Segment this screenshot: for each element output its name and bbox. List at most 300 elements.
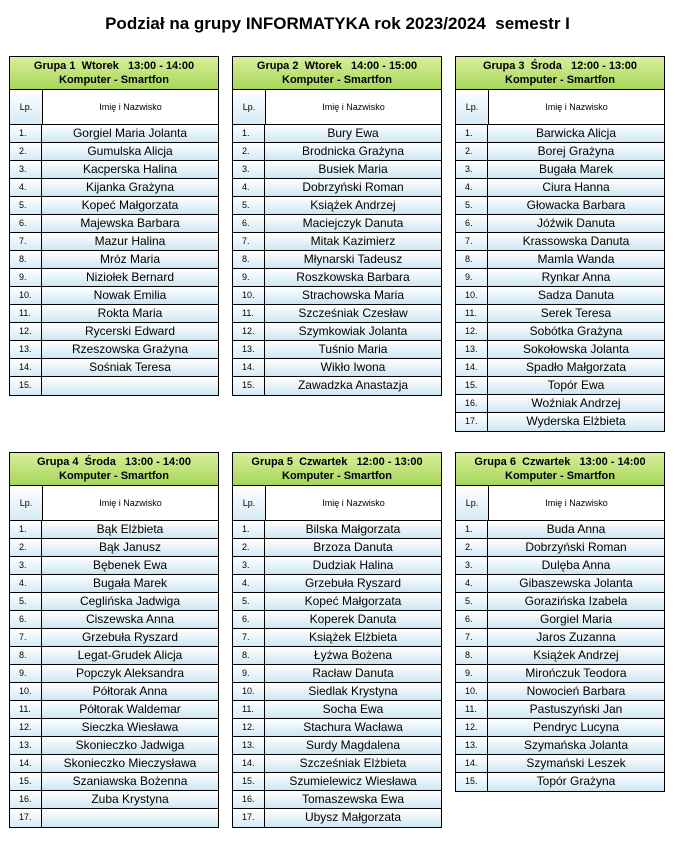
row-name: Dudziak Halina	[265, 557, 441, 574]
row-name: Woźniak Andrzej	[488, 395, 664, 412]
group-title: Grupa 1 Wtorek 13:00 - 14:00	[33, 60, 195, 72]
row-number: 6.	[10, 611, 42, 628]
row-number: 1.	[10, 125, 42, 142]
table-row	[10, 719, 218, 737]
table-row	[456, 341, 664, 359]
row-number: 7.	[233, 233, 265, 250]
row-name: Ubysz Małgorzata	[265, 809, 441, 827]
column-header-row	[233, 486, 441, 521]
row-name: Głowacka Barbara	[488, 197, 664, 214]
row-name: Topór Grażyna	[488, 773, 664, 791]
row-number: 3.	[456, 557, 488, 574]
row-name: Krassowska Danuta	[488, 233, 664, 250]
table-row	[10, 737, 218, 755]
row-number: 2.	[233, 539, 265, 556]
row-number: 1.	[233, 125, 265, 142]
table-row	[456, 197, 664, 215]
row-number: 8.	[10, 251, 42, 268]
row-number: 17.	[456, 413, 488, 431]
table-row	[456, 773, 664, 791]
table-row	[10, 341, 218, 359]
table-row	[10, 179, 218, 197]
table-row	[10, 215, 218, 233]
table-row	[456, 557, 664, 575]
table-row	[233, 629, 441, 647]
row-name: Bilska Małgorzata	[265, 521, 441, 538]
table-row	[10, 287, 218, 305]
table-row	[10, 629, 218, 647]
row-number: 12.	[233, 719, 265, 736]
row-number: 14.	[10, 359, 42, 376]
table-row	[233, 179, 441, 197]
row-number: 10.	[10, 287, 42, 304]
row-number: 14.	[233, 359, 265, 376]
row-number: 5.	[233, 593, 265, 610]
table-row	[233, 143, 441, 161]
row-name: Majewska Barbara	[42, 215, 218, 232]
row-name: Grzebuła Ryszard	[265, 575, 441, 592]
row-name: Sokołowska Jolanta	[488, 341, 664, 358]
table-row	[10, 521, 218, 539]
row-number: 4.	[233, 179, 265, 196]
table-row	[233, 719, 441, 737]
row-name: Socha Ewa	[265, 701, 441, 718]
table-row	[233, 701, 441, 719]
group-subtitle: Komputer - Smartfon	[505, 74, 615, 86]
row-number: 16.	[10, 791, 42, 808]
table-row	[456, 629, 664, 647]
row-name: Tomaszewska Ewa	[265, 791, 441, 808]
row-number: 12.	[456, 719, 488, 736]
row-number: 2.	[456, 143, 488, 160]
row-name: Szymańska Jolanta	[488, 737, 664, 754]
row-number: 16.	[456, 395, 488, 412]
table-row	[456, 611, 664, 629]
row-number: 13.	[233, 341, 265, 358]
row-name: Wyderska Elżbieta	[488, 413, 664, 431]
row-number: 7.	[233, 629, 265, 646]
row-name: Kijanka Grażyna	[42, 179, 218, 196]
column-header-name: Imię i Nazwisko	[266, 486, 441, 520]
row-number: 9.	[10, 665, 42, 682]
row-name: Szcześniak Elżbieta	[265, 755, 441, 772]
group-header	[233, 453, 441, 486]
row-name: Mirończuk Teodora	[488, 665, 664, 682]
table-row	[233, 593, 441, 611]
row-number: 7.	[10, 233, 42, 250]
table-row	[233, 269, 441, 287]
row-name: Rzeszowska Grażyna	[42, 341, 218, 358]
group-header	[233, 57, 441, 90]
table-row	[456, 521, 664, 539]
table-row	[233, 341, 441, 359]
row-number: 6.	[233, 215, 265, 232]
row-name: Wikło Iwona	[265, 359, 441, 376]
row-number: 2.	[10, 539, 42, 556]
column-header-name: Imię i Nazwisko	[489, 90, 664, 124]
row-number: 16.	[233, 791, 265, 808]
row-name: Pendryc Lucyna	[488, 719, 664, 736]
row-number: 13.	[456, 341, 488, 358]
row-name: Racław Danuta	[265, 665, 441, 682]
row-name: Bębenek Ewa	[42, 557, 218, 574]
row-name: Rynkar Anna	[488, 269, 664, 286]
group-table-1	[9, 56, 219, 396]
table-row	[10, 791, 218, 809]
row-name: Ciszewska Anna	[42, 611, 218, 628]
table-row	[10, 305, 218, 323]
group-header	[10, 453, 218, 486]
row-name: Łyżwa Bożena	[265, 647, 441, 664]
row-number: 3.	[10, 161, 42, 178]
row-name: Gorgiel Maria Jolanta	[42, 125, 218, 142]
row-name: Sobótka Grażyna	[488, 323, 664, 340]
group-title: Grupa 6 Czwartek 13:00 - 14:00	[474, 456, 646, 468]
table-row	[456, 701, 664, 719]
row-number: 5.	[10, 593, 42, 610]
row-number: 14.	[456, 755, 488, 772]
row-number: 5.	[10, 197, 42, 214]
row-number: 9.	[233, 665, 265, 682]
table-row	[10, 323, 218, 341]
row-name: Sieczka Wiesława	[42, 719, 218, 736]
table-row	[456, 575, 664, 593]
row-name: Borej Grażyna	[488, 143, 664, 160]
row-name: Książek Andrzej	[265, 197, 441, 214]
row-name: Gorazińska Izabela	[488, 593, 664, 610]
row-number: 3.	[10, 557, 42, 574]
row-name: Szcześniak Czesław	[265, 305, 441, 322]
row-number: 13.	[233, 737, 265, 754]
row-number: 15.	[456, 377, 488, 394]
row-name: Bąk Janusz	[42, 539, 218, 556]
table-row	[456, 125, 664, 143]
row-name: Jaros Zuzanna	[488, 629, 664, 646]
table-row	[10, 269, 218, 287]
row-number: 9.	[10, 269, 42, 286]
column-header-name: Imię i Nazwisko	[266, 90, 441, 124]
row-name: Rycerski Edward	[42, 323, 218, 340]
row-name: Nowocień Barbara	[488, 683, 664, 700]
table-row	[10, 539, 218, 557]
row-name: Serek Teresa	[488, 305, 664, 322]
group-header	[456, 453, 664, 486]
row-number: 7.	[456, 233, 488, 250]
row-name: Gumulska Alicja	[42, 143, 218, 160]
table-row	[456, 539, 664, 557]
column-header-name: Imię i Nazwisko	[489, 486, 664, 520]
row-name: Nowak Emilia	[42, 287, 218, 304]
row-name: Kopeć Małgorzata	[42, 197, 218, 214]
row-name: Ciura Hanna	[488, 179, 664, 196]
table-row	[10, 143, 218, 161]
table-row	[10, 125, 218, 143]
table-row	[456, 413, 664, 431]
group-title: Grupa 5 Czwartek 12:00 - 13:00	[251, 456, 423, 468]
row-number: 12.	[233, 323, 265, 340]
row-name: Brodnicka Grażyna	[265, 143, 441, 160]
row-name: Legat-Grudek Alicja	[42, 647, 218, 664]
row-number: 8.	[10, 647, 42, 664]
table-row	[233, 287, 441, 305]
row-name: Grzebuła Ryszard	[42, 629, 218, 646]
table-row	[456, 755, 664, 773]
table-row	[10, 809, 218, 827]
row-number: 3.	[233, 161, 265, 178]
group-table-3	[455, 56, 665, 432]
row-name	[42, 809, 218, 827]
row-number: 1.	[456, 125, 488, 142]
row-name: Kacperska Halina	[42, 161, 218, 178]
row-name: Zawadzka Anastazja	[265, 377, 441, 395]
row-name: Ceglińska Jadwiga	[42, 593, 218, 610]
row-number: 6.	[456, 611, 488, 628]
row-name: Szaniawska Bożenna	[42, 773, 218, 790]
table-row	[10, 557, 218, 575]
group-title: Grupa 2 Wtorek 14:00 - 15:00	[256, 60, 418, 72]
row-name: Strachowska Maria	[265, 287, 441, 304]
page-title: Podział na grupy INFORMATYKA rok 2023/2024 semestr I	[105, 14, 570, 33]
row-name: Rokta Maria	[42, 305, 218, 322]
row-name: Dobrzyński Roman	[488, 539, 664, 556]
column-header-lp: Lp.	[233, 90, 266, 124]
row-number: 7.	[10, 629, 42, 646]
table-row	[233, 521, 441, 539]
row-number: 4.	[456, 179, 488, 196]
row-name: Młynarski Tadeusz	[265, 251, 441, 268]
table-row	[456, 665, 664, 683]
table-row	[10, 359, 218, 377]
table-row	[233, 737, 441, 755]
table-row	[233, 773, 441, 791]
table-row	[10, 647, 218, 665]
table-row	[456, 251, 664, 269]
row-number: 12.	[10, 323, 42, 340]
row-number: 4.	[10, 575, 42, 592]
row-name: Skonieczko Jadwiga	[42, 737, 218, 754]
row-name: Stachura Wacława	[265, 719, 441, 736]
table-row	[10, 197, 218, 215]
group-table-4	[9, 452, 219, 828]
table-row	[456, 737, 664, 755]
table-row	[233, 323, 441, 341]
row-name: Zuba Krystyna	[42, 791, 218, 808]
row-name: Siedlak Krystyna	[265, 683, 441, 700]
row-name: Książek Andrzej	[488, 647, 664, 664]
row-name: Jóźwik Danuta	[488, 215, 664, 232]
group-table-5	[232, 452, 442, 828]
row-number: 6.	[456, 215, 488, 232]
table-row	[233, 755, 441, 773]
row-number: 14.	[10, 755, 42, 772]
row-name: Mróz Maria	[42, 251, 218, 268]
group-subtitle: Komputer - Smartfon	[505, 470, 615, 482]
row-number: 17.	[10, 809, 42, 827]
row-number: 8.	[456, 647, 488, 664]
table-row	[10, 773, 218, 791]
column-header-name: Imię i Nazwisko	[43, 486, 218, 520]
row-number: 13.	[456, 737, 488, 754]
column-header-row	[233, 90, 441, 125]
table-row	[456, 647, 664, 665]
table-row	[233, 611, 441, 629]
row-name: Roszkowska Barbara	[265, 269, 441, 286]
table-row	[456, 269, 664, 287]
table-row	[10, 161, 218, 179]
row-number: 9.	[233, 269, 265, 286]
row-number: 10.	[233, 683, 265, 700]
table-row	[10, 701, 218, 719]
row-name: Kopeć Małgorzata	[265, 593, 441, 610]
row-name	[42, 377, 218, 395]
row-name: Mitak Kazimierz	[265, 233, 441, 250]
table-row	[456, 233, 664, 251]
column-header-lp: Lp.	[456, 90, 489, 124]
group-title: Grupa 3 Środa 12:00 - 13:00	[482, 60, 638, 72]
table-row	[456, 377, 664, 395]
table-row	[456, 359, 664, 377]
table-row	[233, 683, 441, 701]
table-row	[233, 251, 441, 269]
row-number: 4.	[233, 575, 265, 592]
row-number: 2.	[10, 143, 42, 160]
table-row	[456, 395, 664, 413]
row-number: 15.	[456, 773, 488, 791]
row-name: Bugała Marek	[42, 575, 218, 592]
column-header-lp: Lp.	[10, 90, 43, 124]
group-header	[10, 57, 218, 90]
row-name: Spadło Małgorzata	[488, 359, 664, 376]
table-row	[233, 359, 441, 377]
row-name: Bąk Elżbieta	[42, 521, 218, 538]
row-name: Gorgiel Maria	[488, 611, 664, 628]
group-table-2	[232, 56, 442, 396]
row-number: 8.	[233, 647, 265, 664]
row-number: 7.	[456, 629, 488, 646]
table-row	[233, 575, 441, 593]
row-number: 11.	[456, 701, 488, 718]
row-number: 11.	[10, 305, 42, 322]
column-header-name: Imię i Nazwisko	[43, 90, 218, 124]
table-row	[233, 197, 441, 215]
table-row	[10, 755, 218, 773]
row-number: 3.	[233, 557, 265, 574]
table-row	[233, 647, 441, 665]
row-number: 9.	[456, 665, 488, 682]
row-name: Książek Elżbieta	[265, 629, 441, 646]
row-number: 17.	[233, 809, 265, 827]
row-number: 11.	[233, 305, 265, 322]
row-name: Topór Ewa	[488, 377, 664, 394]
table-row	[456, 161, 664, 179]
table-row	[233, 305, 441, 323]
row-name: Brzoza Danuta	[265, 539, 441, 556]
group-header	[456, 57, 664, 90]
table-row	[456, 683, 664, 701]
row-number: 15.	[10, 773, 42, 790]
row-number: 11.	[456, 305, 488, 322]
row-number: 15.	[10, 377, 42, 395]
table-row	[233, 809, 441, 827]
row-name: Busiek Maria	[265, 161, 441, 178]
row-name: Sadza Danuta	[488, 287, 664, 304]
row-name: Pastuszyński Jan	[488, 701, 664, 718]
row-name: Barwicka Alicja	[488, 125, 664, 142]
row-number: 1.	[10, 521, 42, 538]
group-subtitle: Komputer - Smartfon	[59, 74, 169, 86]
row-name: Surdy Magdalena	[265, 737, 441, 754]
row-name: Dulęba Anna	[488, 557, 664, 574]
table-row	[233, 233, 441, 251]
row-number: 15.	[233, 377, 265, 395]
row-number: 5.	[456, 593, 488, 610]
table-row	[233, 557, 441, 575]
row-number: 6.	[233, 611, 265, 628]
row-name: Koperek Danuta	[265, 611, 441, 628]
row-number: 2.	[456, 539, 488, 556]
row-number: 8.	[456, 251, 488, 268]
table-row	[456, 179, 664, 197]
row-name: Dobrzyński Roman	[265, 179, 441, 196]
table-row	[456, 287, 664, 305]
row-name: Tuśnio Maria	[265, 341, 441, 358]
table-row	[233, 539, 441, 557]
table-row	[456, 719, 664, 737]
table-row	[233, 161, 441, 179]
table-row	[10, 575, 218, 593]
row-name: Bury Ewa	[265, 125, 441, 142]
row-number: 15.	[233, 773, 265, 790]
group-title: Grupa 4 Środa 13:00 - 14:00	[36, 456, 192, 468]
table-row	[456, 593, 664, 611]
group-table-6	[455, 452, 665, 792]
row-name: Popczyk Aleksandra	[42, 665, 218, 682]
row-number: 10.	[456, 683, 488, 700]
row-name: Sośniak Teresa	[42, 359, 218, 376]
row-number: 3.	[456, 161, 488, 178]
row-number: 13.	[10, 737, 42, 754]
column-header-row	[10, 486, 218, 521]
row-number: 13.	[10, 341, 42, 358]
table-row	[10, 611, 218, 629]
table-row	[10, 251, 218, 269]
row-name: Bugała Marek	[488, 161, 664, 178]
table-row	[10, 665, 218, 683]
row-number: 10.	[456, 287, 488, 304]
row-number: 1.	[456, 521, 488, 538]
row-name: Mazur Halina	[42, 233, 218, 250]
row-name: Półtorak Waldemar	[42, 701, 218, 718]
table-row	[233, 377, 441, 395]
row-number: 2.	[233, 143, 265, 160]
row-number: 11.	[233, 701, 265, 718]
table-row	[233, 665, 441, 683]
row-number: 5.	[233, 197, 265, 214]
row-number: 4.	[456, 575, 488, 592]
column-header-lp: Lp.	[233, 486, 266, 520]
group-subtitle: Komputer - Smartfon	[59, 470, 169, 482]
table-row	[456, 215, 664, 233]
row-name: Półtorak Anna	[42, 683, 218, 700]
row-number: 12.	[456, 323, 488, 340]
row-number: 14.	[233, 755, 265, 772]
group-subtitle: Komputer - Smartfon	[282, 470, 392, 482]
row-number: 10.	[10, 683, 42, 700]
column-header-lp: Lp.	[456, 486, 489, 520]
group-subtitle: Komputer - Smartfon	[282, 74, 392, 86]
row-number: 11.	[10, 701, 42, 718]
row-number: 5.	[456, 197, 488, 214]
